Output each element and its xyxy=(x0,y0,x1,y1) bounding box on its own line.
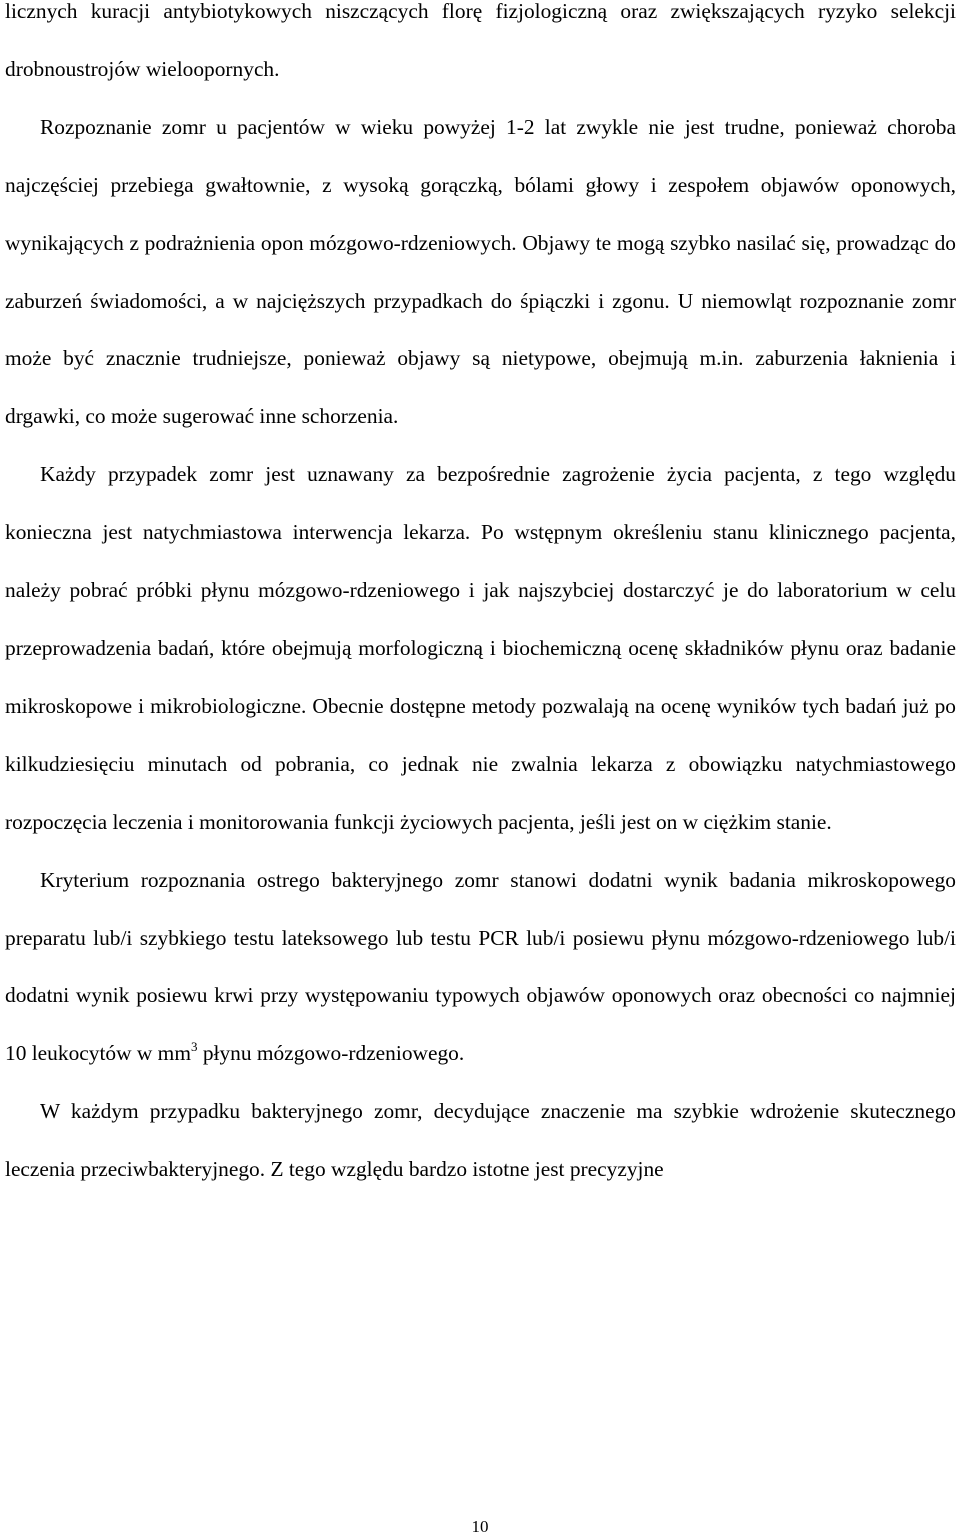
paragraph-emergency-procedure: Każdy przypadek zomr jest uznawany za bezpośrednie zagrożenie życia pacjenta, z tego względu konieczna jest natychmiastowa interwencja lekarza. Po wstępnym określeniu stanu klinicznego pacjenta, należy pobrać próbki płynu mózgowo-rdzeniowego i jak najszybciej dostarczyć je do laboratorium w celu przeprowadzenia badań, które obejmują morfologiczną i biochemiczną ocenę składników płynu oraz badanie mikroskopowe i mikrobiologiczne. Obecnie dostępne metody pozwalają na ocenę wyników tych badań już po kilkudziesięciu minutach od pobrania, co jednak nie zwalnia lekarza z obowiązku natychmiastowego rozpoczęcia leczenia i monitorowania funkcji życiowych pacjenta, jeśli jest on w ciężkim stanie. xyxy=(5,462,956,834)
document-body xyxy=(5,0,956,1199)
criteria-text: Kryterium rozpoznania ostrego bakteryjnego zomr stanowi dodatni wynik badania mikroskopowego preparatu lub/i szybkiego testu lateksowego lub testu PCR lub/i posiewu płynu mózgowo-rdzeniowego lub/i dodatni wynik posiewu krwi przy występowaniu typowych objawów oponowych oraz obecności co najmniej 10 leukocytów w mm xyxy=(5,867,956,1066)
paragraph-diagnostic-criteria xyxy=(5,852,956,1084)
paragraph-continuation: licznych kuracji antybiotykowych niszczących florę fizjologiczną oraz zwiększających ryzyko selekcji drobnoustrojów wieloopornych. xyxy=(5,0,956,81)
paragraph-diagnosis-symptoms: Rozpoznanie zomr u pacjentów w wieku powyżej 1-2 lat zwykle nie jest trudne, ponieważ choroba najczęściej przebiega gwałtownie, z wysoką gorączką, bólami głowy i zespołem objawów oponowych, wynikających z podrażnienia opon mózgowo-rdzeniowych. Objawy te mogą szybko nasilać się, prowadząc do zaburzeń świadomości, a w najcięższych przypadkach do śpiączki i zgonu. U niemowląt rozpoznanie zomr może być znacznie trudniejsze, ponieważ objawy są nietypowe, obejmują m.in. zaburzenia łaknienia i drgawki, co może sugerować inne schorzenia. xyxy=(5,114,956,429)
superscript-exponent: 3 xyxy=(190,1039,198,1055)
criteria-text-end: płynu mózgowo-rdzeniowego. xyxy=(197,1041,465,1066)
paragraph-treatment: W każdym przypadku bakteryjnego zomr, decydujące znaczenie ma szybkie wdrożenie skutecznego leczenia przeciwbakteryjnego. Z tego względu bardzo istotne jest precyzyjne xyxy=(5,1099,956,1182)
page-number: 10 xyxy=(471,1517,489,1536)
